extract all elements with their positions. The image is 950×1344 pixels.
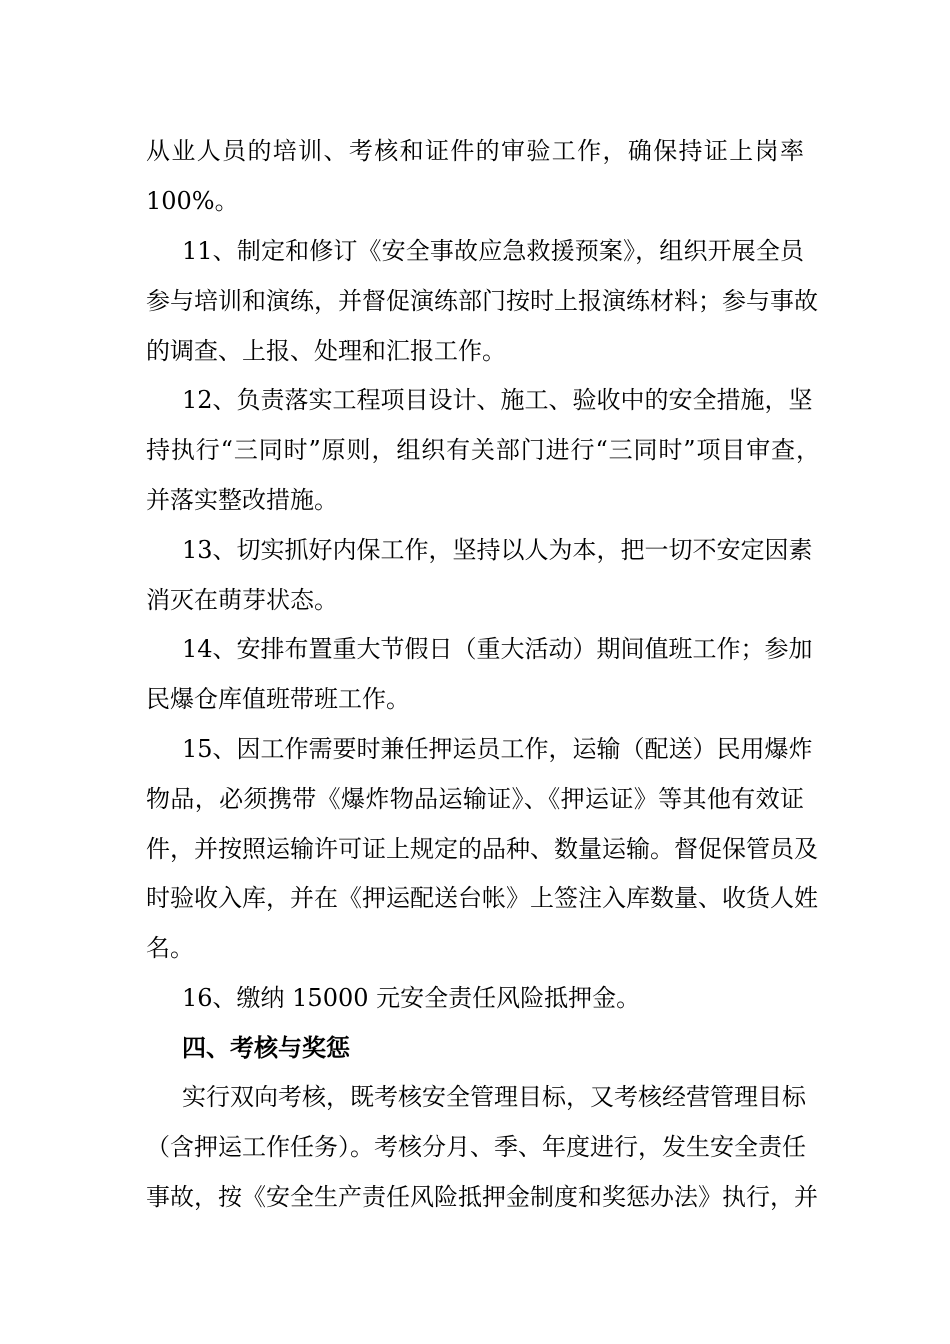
paragraph-line: 持执行“三同时”原则，组织有关部门进行“三同时”项目审查， [146,436,820,464]
paragraph-line: 时验收入库，并在《押运配送台帐》上签注入库数量、收货人姓 [146,884,818,912]
paragraph-line: 的调查、上报、处理和汇报工作。 [146,337,506,365]
item-13-line: 13、切实抓好内保工作，坚持以人为本，把一切不安定因素 [182,536,813,564]
section-heading: 四、考核与奖惩 [182,1034,350,1062]
paragraph-line: 事故，按《安全生产责任风险抵押金制度和奖惩办法》执行，并 [146,1183,818,1211]
paragraph-line: 民爆仓库值班带班工作。 [146,685,410,713]
item-16-line: 16、缴纳 15000 元安全责任风险抵押金。 [182,984,641,1012]
paragraph-line: 物品，必须携带《爆炸物品运输证》、《押运证》等其他有效证 [146,785,804,813]
paragraph-line: 名。 [146,934,194,962]
paragraph-line: 实行双向考核，既考核安全管理目标，又考核经营管理目标 [182,1083,806,1111]
paragraph-line: 消灭在萌芽状态。 [146,586,338,614]
item-11-line: 11、制定和修订《安全事故应急救援预案》，组织开展全员 [182,237,804,265]
item-15-line: 15、因工作需要时兼任押运员工作，运输（配送）民用爆炸 [182,735,813,763]
item-14-line: 14、安排布置重大节假日（重大活动）期间值班工作；参加 [182,635,813,663]
paragraph-line: 并落实整改措施。 [146,486,338,514]
paragraph-line: 100%。 [146,187,239,215]
paragraph-line: （含押运工作任务）。考核分月、季、年度进行，发生安全责任 [146,1133,806,1161]
item-12-line: 12、负责落实工程项目设计、施工、验收中的安全措施，坚 [182,386,813,414]
paragraph-line: 件，并按照运输许可证上规定的品种、数量运输。督促保管员及 [146,835,818,863]
paragraph-line: 参与培训和演练，并督促演练部门按时上报演练材料；参与事故 [146,287,818,315]
paragraph-line: 从业人员的培训、考核和证件的审验工作，确保持证上岗率 [146,137,804,165]
